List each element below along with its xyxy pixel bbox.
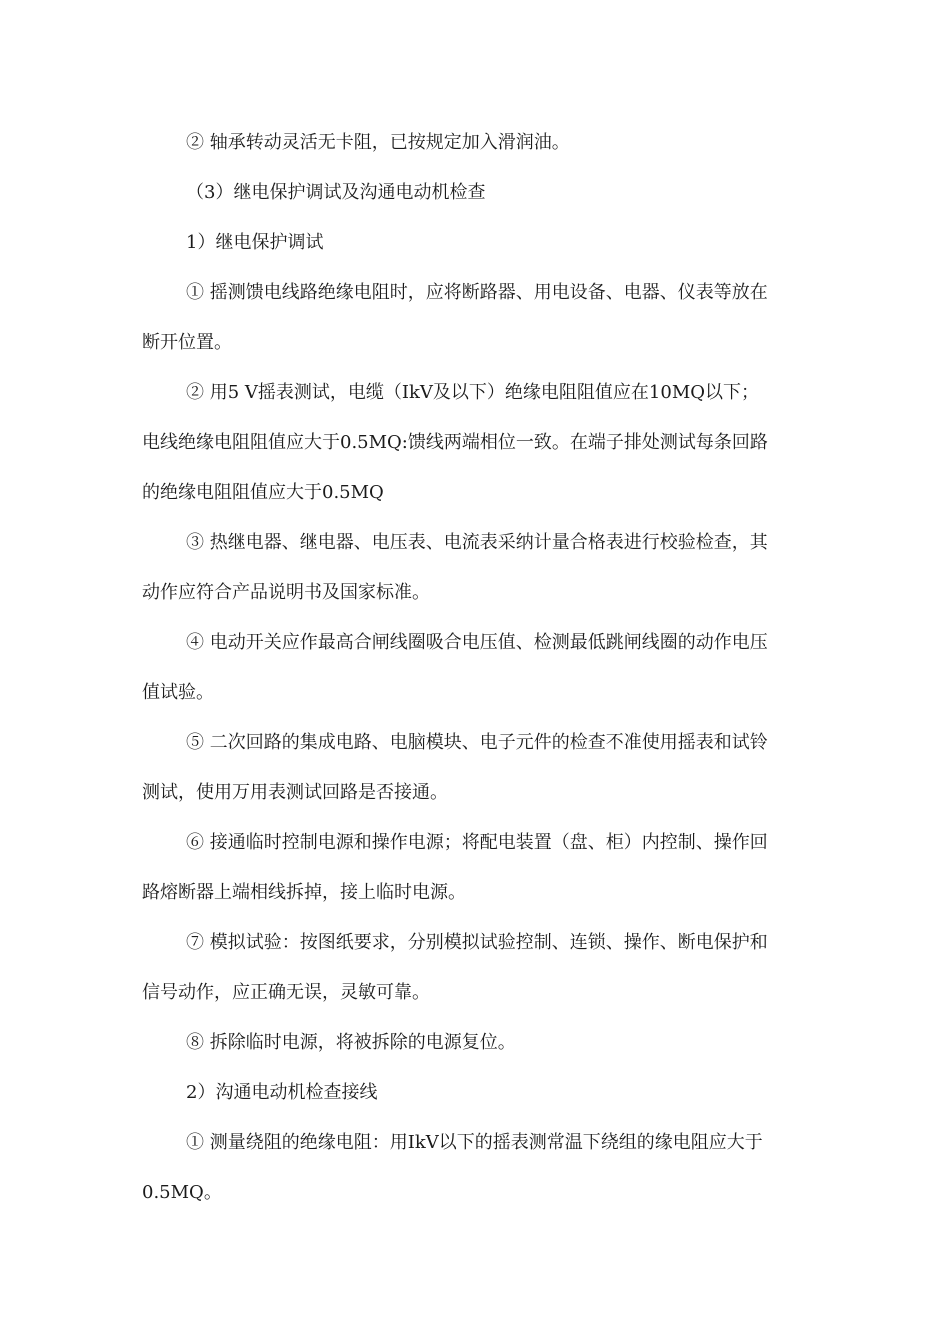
text-line: ⑥ 接通临时控制电源和操作电源；将配电装置（盘、柜）内控制、操作回: [186, 832, 768, 853]
text-line: 断开位置。: [142, 332, 232, 353]
text-line: 动作应符合产品说明书及国家标准。: [142, 582, 430, 603]
text-line: 1）继电保护调试: [186, 232, 324, 253]
text-line: ⑤ 二次回路的集成电路、电脑模块、电子元件的检查不准使用摇表和试铃: [186, 732, 768, 753]
paragraph-bearing-check: [142, 118, 818, 168]
text-line: 0.5MQ。: [142, 1182, 222, 1203]
paragraph-item-7: [142, 918, 818, 1018]
text-line: ① 摇测馈电线路绝缘电阻时，应将断路器、用电设备、电器、仪表等放在: [186, 282, 768, 303]
text-line: 的绝缘电阻阻值应大于0.5MQ: [142, 482, 384, 503]
subheading-relay-debug: [142, 218, 818, 268]
paragraph-item-5: [142, 718, 818, 818]
text-line: 信号动作，应正确无误，灵敏可靠。: [142, 982, 430, 1003]
text-line: ① 测量绕阻的绝缘电阻：用IkV以下的摇表测常温下绕组的缘电阻应大于: [186, 1132, 763, 1153]
text-line: ④ 电动开关应作最高合闸线圈吸合电压值、检测最低跳闸线圈的动作电压: [186, 632, 768, 653]
text-line: （3）继电保护调试及沟通电动机检查: [186, 182, 486, 203]
text-line: 2）沟通电动机检查接线: [186, 1082, 378, 1103]
text-line: ② 用5 V摇表测试，电缆（IkV及以下）绝缘电阻阻值应在10MQ以下；: [186, 382, 760, 403]
paragraph-item-6: [142, 818, 818, 918]
subheading-motor-wiring: [142, 1068, 818, 1118]
paragraph-item-8: [142, 1018, 818, 1068]
paragraph-motor-item-1: [142, 1118, 818, 1218]
text-line: ⑧ 拆除临时电源，将被拆除的电源复位。: [186, 1032, 516, 1053]
text-line: 值试验。: [142, 682, 214, 703]
text-line: ⑦ 模拟试验：按图纸要求，分别模拟试验控制、连锁、操作、断电保护和: [186, 932, 768, 953]
paragraph-item-4: [142, 618, 818, 718]
section-heading-relay-protection: [142, 168, 818, 218]
paragraph-item-1: [142, 268, 818, 368]
paragraph-item-3: [142, 518, 818, 618]
text-line: 测试，使用万用表测试回路是否接通。: [142, 782, 448, 803]
text-line: 电线绝缘电阻阻值应大于0.5MQ:馈线两端相位一致。在端子排处测试每条回路: [142, 432, 768, 453]
text-line: 路熔断器上端相线拆掉，接上临时电源。: [142, 882, 466, 903]
paragraph-item-2: [142, 368, 818, 518]
text-line: ② 轴承转动灵活无卡阻，已按规定加入滑润油。: [186, 132, 570, 153]
text-line: ③ 热继电器、继电器、电压表、电流表采纳计量合格表进行校验检查，其: [186, 532, 768, 553]
